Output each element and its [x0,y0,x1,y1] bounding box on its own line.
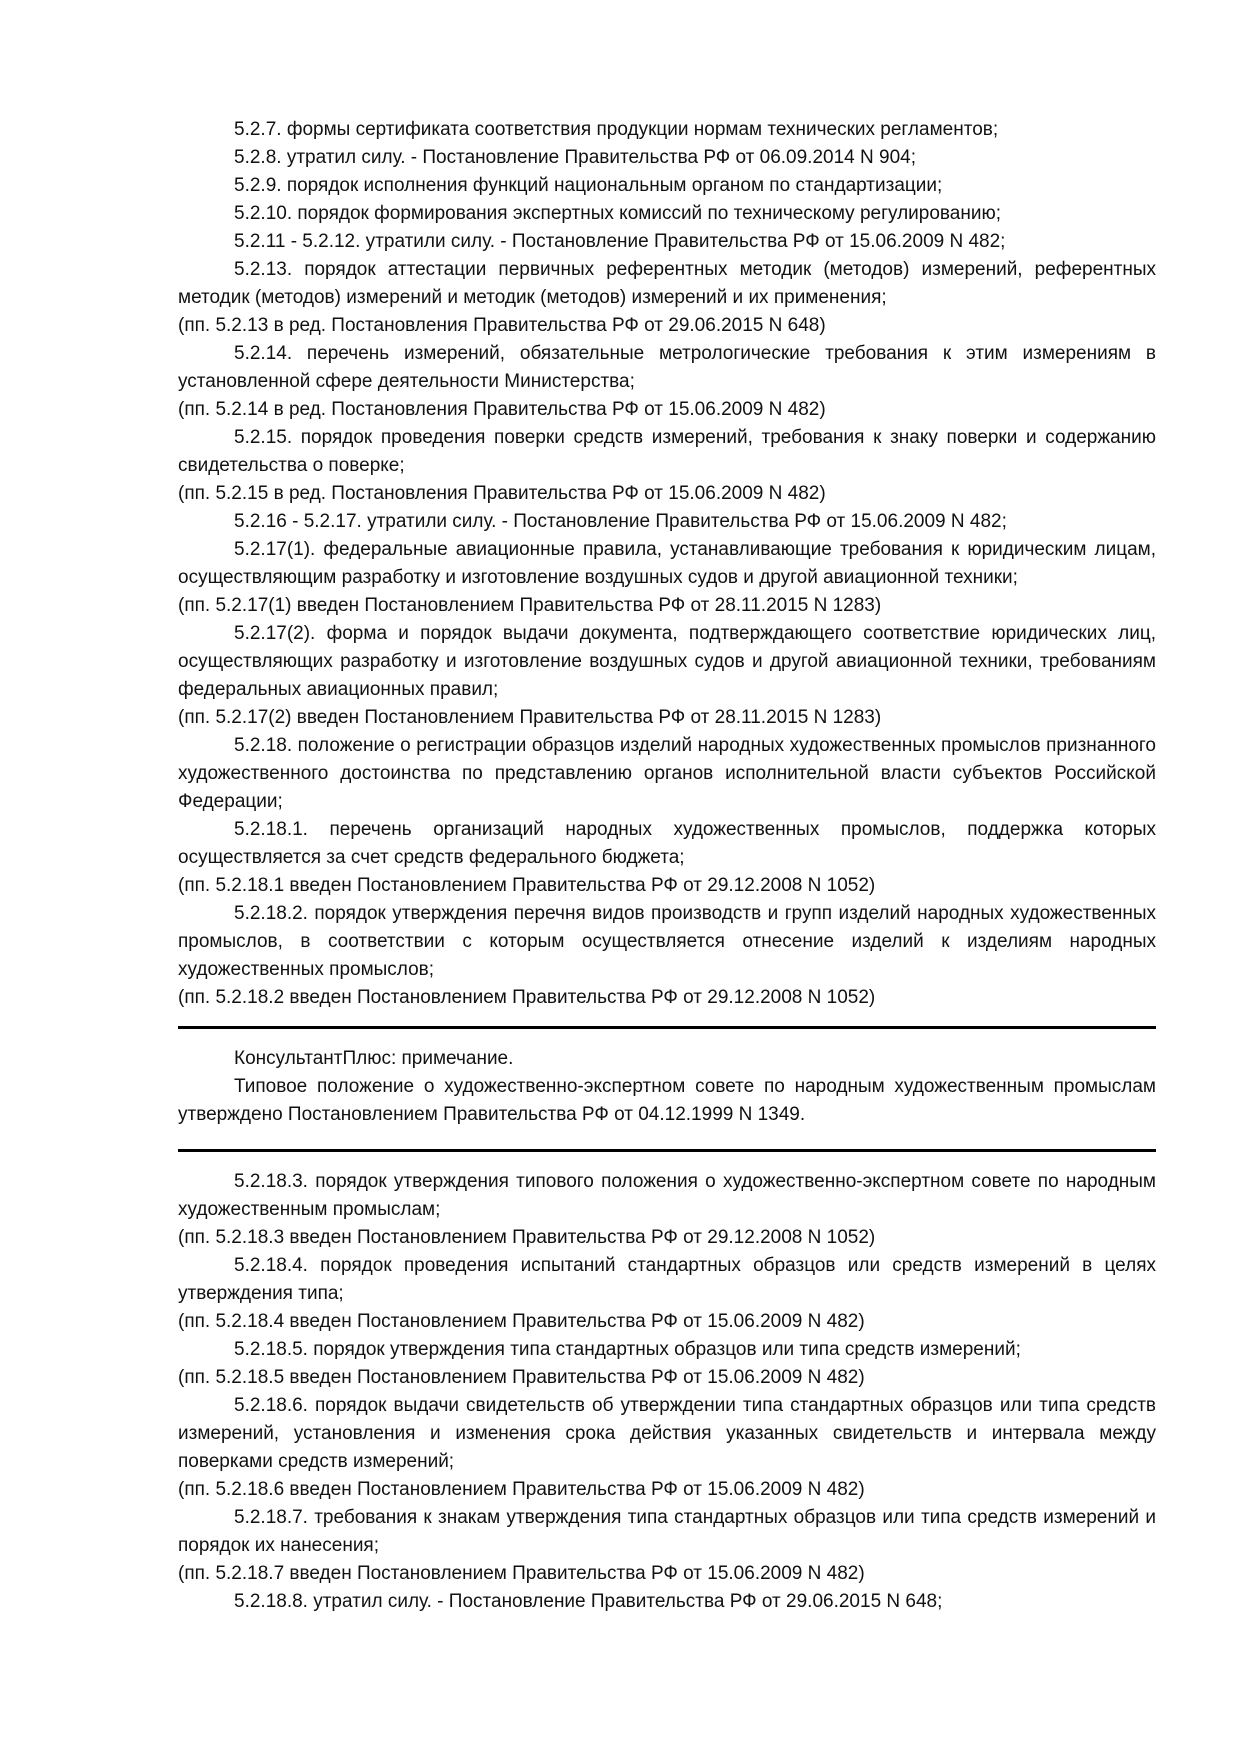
clause-paragraph: 5.2.18.2. порядок утверждения перечня видов производств и групп изделий народных художественных промыслов, в соответствии с которым осуществляется отнесение изделий к изделиям народных художественных промыслов; [178,903,1156,980]
amendment-reference: (пп. 5.2.18.5 введен Постановлением Правительства РФ от 15.06.2009 N 482) [178,1367,865,1388]
note-body: Типовое положение о художественно-экспертном совете по народным художественным промыслам утверждено Постановлением Правительства РФ от 04.12.1999 N 1349. [178,1076,1156,1125]
document-page [178,116,1156,1616]
clause-paragraph: 5.2.14. перечень измерений, обязательные метрологические требования к этим измерениям в установленной сфере деятельности Министерства; [178,343,1156,392]
amendment-reference: (пп. 5.2.18.7 введен Постановлением Правительства РФ от 15.06.2009 N 482) [178,1563,865,1584]
paragraphs-top [178,116,1156,1012]
clause-paragraph: 5.2.9. порядок исполнения функций национальным органом по стандартизации; [234,175,943,196]
amendment-reference: (пп. 5.2.17(2) введен Постановлением Правительства РФ от 28.11.2015 N 1283) [178,707,882,728]
clause-paragraph: 5.2.13. порядок аттестации первичных референтных методик (методов) измерений, референтных методик (методов) измерений и методик (методов) измерений и их применения; [178,259,1156,308]
amendment-reference: (пп. 5.2.18.6 введен Постановлением Правительства РФ от 15.06.2009 N 482) [178,1479,865,1500]
clause-paragraph: 5.2.18.7. требования к знакам утверждения типа стандартных образцов или типа средств измерений и порядок их нанесения; [178,1507,1156,1556]
amendment-reference: (пп. 5.2.18.2 введен Постановлением Правительства РФ от 29.12.2008 N 1052) [178,987,876,1008]
clause-paragraph: 5.2.18.6. порядок выдачи свидетельств об утверждении типа стандартных образцов или типа средств измерений, установления и изменения срока действия указанных свидетельств и интервала между поверками средств измерений; [178,1395,1156,1472]
clause-paragraph: 5.2.18.1. перечень организаций народных художественных промыслов, поддержка которых осуществляется за счет средств федерального бюджета; [178,819,1156,868]
clause-paragraph: 5.2.17(1). федеральные авиационные правила, устанавливающие требования к юридическим лицам, осуществляющим разработку и изготовление воздушных судов и другой авиационной техники; [178,539,1156,588]
amendment-reference: (пп. 5.2.18.4 введен Постановлением Правительства РФ от 15.06.2009 N 482) [178,1311,865,1332]
clause-paragraph: 5.2.18.5. порядок утверждения типа стандартных образцов или типа средств измерений; [234,1339,1021,1360]
amendment-reference: (пп. 5.2.15 в ред. Постановления Правительства РФ от 15.06.2009 N 482) [178,483,826,504]
clause-paragraph: 5.2.18.4. порядок проведения испытаний стандартных образцов или средств измерений в целях утверждения типа; [178,1255,1156,1304]
consultant-note [178,1026,1156,1152]
clause-paragraph: 5.2.18.8. утратил силу. - Постановление Правительства РФ от 29.06.2015 N 648; [234,1591,943,1612]
amendment-reference: (пп. 5.2.17(1) введен Постановлением Правительства РФ от 28.11.2015 N 1283) [178,595,882,616]
clause-paragraph: 5.2.8. утратил силу. - Постановление Правительства РФ от 06.09.2014 N 904; [234,147,916,168]
clause-paragraph: 5.2.10. порядок формирования экспертных комиссий по техническому регулированию; [234,203,1002,224]
paragraphs-bottom [178,1168,1156,1616]
amendment-reference: (пп. 5.2.18.1 введен Постановлением Правительства РФ от 29.12.2008 N 1052) [178,875,876,896]
clause-paragraph: 5.2.18. положение о регистрации образцов изделий народных художественных промыслов признанного художественного достоинства по представлению органов исполнительной власти субъектов Российской Федерации; [178,735,1156,812]
clause-paragraph: 5.2.16 - 5.2.17. утратили силу. - Постановление Правительства РФ от 15.06.2009 N 482; [234,511,1007,532]
amendment-reference: (пп. 5.2.13 в ред. Постановления Правительства РФ от 29.06.2015 N 648) [178,315,826,336]
amendment-reference: (пп. 5.2.18.3 введен Постановлением Правительства РФ от 29.12.2008 N 1052) [178,1227,876,1248]
amendment-reference: (пп. 5.2.14 в ред. Постановления Правительства РФ от 15.06.2009 N 482) [178,399,826,420]
note-heading: КонсультантПлюс: примечание. [234,1048,514,1069]
clause-paragraph: 5.2.15. порядок проведения поверки средств измерений, требования к знаку поверки и содержанию свидетельства о поверке; [178,427,1156,476]
clause-paragraph: 5.2.17(2). форма и порядок выдачи документа, подтверждающего соответствие юридических лиц, осуществляющих разработку и изготовление воздушных судов и другой авиационной техники, требованиям федеральных авиационных правил; [178,623,1156,700]
clause-paragraph: 5.2.18.3. порядок утверждения типового положения о художественно-экспертном совете по народным художественным промыслам; [178,1171,1156,1220]
clause-paragraph: 5.2.11 - 5.2.12. утратили силу. - Постановление Правительства РФ от 15.06.2009 N 482; [234,231,1006,252]
clause-paragraph: 5.2.7. формы сертификата соответствия продукции нормам технических регламентов; [234,119,999,140]
